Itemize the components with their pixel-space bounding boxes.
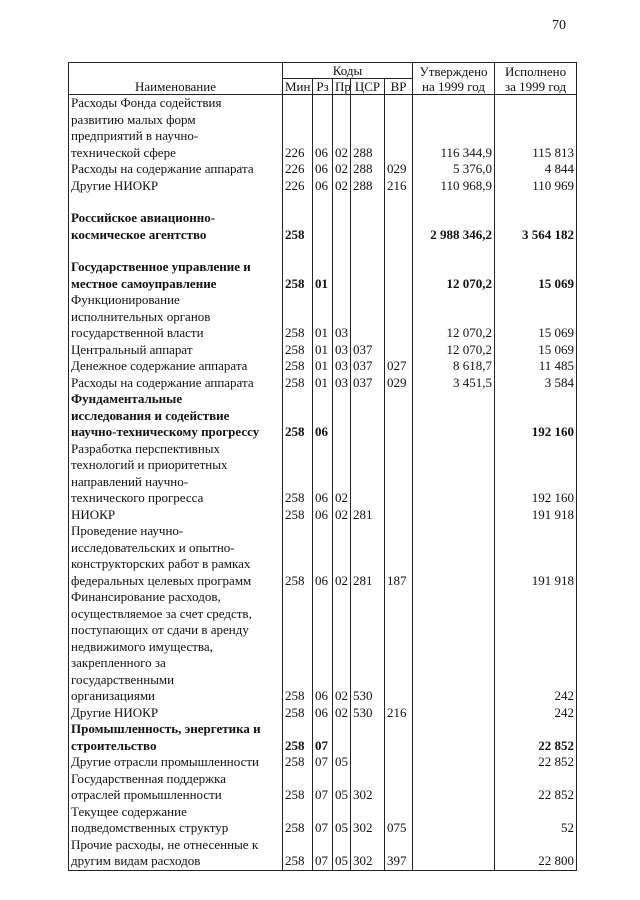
table-body	[69, 95, 577, 871]
executed-value-cell: 242	[495, 705, 577, 722]
code-pr-cell: 02	[333, 161, 351, 178]
code-min-cell: 258	[283, 210, 313, 243]
code-rz-cell: 06	[313, 161, 333, 178]
code-csr-cell: 530	[351, 589, 385, 705]
executed-value-cell: 191 918	[495, 523, 577, 589]
row-name-cell: Расходы на содержание аппарата	[69, 161, 283, 178]
empty-cell	[413, 243, 495, 259]
code-rz-cell: 01	[313, 358, 333, 375]
code-pr-cell	[333, 391, 351, 441]
code-pr-cell: 05	[333, 804, 351, 837]
table-row	[69, 754, 577, 771]
row-name-cell: Центральный аппарат	[69, 342, 283, 359]
approved-value-cell	[413, 804, 495, 837]
table-row	[69, 178, 577, 195]
code-rz-cell: 06	[313, 589, 333, 705]
table-row	[69, 375, 577, 392]
code-min-cell: 258	[283, 705, 313, 722]
approved-value-cell	[413, 589, 495, 705]
approved-value-cell	[413, 705, 495, 722]
code-min-cell: 226	[283, 95, 313, 162]
code-vr-cell: 216	[385, 705, 413, 722]
spacer-row	[69, 243, 577, 259]
code-pr-cell	[333, 210, 351, 243]
code-csr-cell: 288	[351, 178, 385, 195]
code-vr-cell: 075	[385, 804, 413, 837]
code-rz-cell: 07	[313, 754, 333, 771]
code-vr-cell	[385, 721, 413, 754]
code-vr-cell: 029	[385, 161, 413, 178]
code-pr-cell: 05	[333, 771, 351, 804]
empty-cell	[333, 243, 351, 259]
row-name-cell: Финансирование расходов, осуществляемое за счет средств, поступающих от сдачи в аренду недвижимого имущества, закрепленного за государственными организациями	[69, 589, 283, 705]
table-row	[69, 523, 577, 589]
code-vr-cell: 397	[385, 837, 413, 871]
code-vr-cell	[385, 771, 413, 804]
code-rz-cell: 01	[313, 375, 333, 392]
code-csr-cell: 530	[351, 705, 385, 722]
code-pr-cell: 03	[333, 375, 351, 392]
empty-cell	[351, 194, 385, 210]
executed-value-cell: 3 584	[495, 375, 577, 392]
approved-value-cell	[413, 771, 495, 804]
executed-value-cell: 15 069	[495, 292, 577, 342]
row-name-cell: НИОКР	[69, 507, 283, 524]
approved-value-cell	[413, 754, 495, 771]
empty-cell	[495, 243, 577, 259]
code-pr-cell: 02	[333, 523, 351, 589]
empty-cell	[313, 194, 333, 210]
code-csr-cell: 037	[351, 358, 385, 375]
table-row	[69, 441, 577, 507]
row-name-cell: Проведение научно- исследовательских и опытно- конструкторских работ в рамках федеральных целевых программ	[69, 523, 283, 589]
code-csr-cell	[351, 721, 385, 754]
code-vr-cell	[385, 210, 413, 243]
code-csr-cell	[351, 391, 385, 441]
table-row	[69, 161, 577, 178]
code-min-cell: 258	[283, 721, 313, 754]
table-row	[69, 804, 577, 837]
table-row	[69, 589, 577, 705]
empty-cell	[313, 243, 333, 259]
code-min-cell: 258	[283, 837, 313, 871]
table-row	[69, 837, 577, 871]
code-min-cell: 258	[283, 754, 313, 771]
code-rz-cell: 01	[313, 342, 333, 359]
header-name: Наименование	[69, 63, 283, 95]
code-rz-cell: 07	[313, 837, 333, 871]
approved-value-cell: 12 070,2	[413, 292, 495, 342]
approved-value-cell: 116 344,9	[413, 95, 495, 162]
code-vr-cell: 029	[385, 375, 413, 392]
code-min-cell: 258	[283, 804, 313, 837]
approved-value-cell: 5 376,0	[413, 161, 495, 178]
code-vr-cell	[385, 95, 413, 162]
code-min-cell: 258	[283, 507, 313, 524]
table-row	[69, 507, 577, 524]
code-csr-cell	[351, 292, 385, 342]
code-min-cell: 226	[283, 161, 313, 178]
approved-value-cell	[413, 721, 495, 754]
row-name-cell: Денежное содержание аппарата	[69, 358, 283, 375]
code-rz-cell: 06	[313, 441, 333, 507]
spacer-row	[69, 194, 577, 210]
row-name-cell: Другие отрасли промышленности	[69, 754, 283, 771]
code-vr-cell	[385, 259, 413, 292]
executed-value-cell: 11 485	[495, 358, 577, 375]
executed-value-cell: 52	[495, 804, 577, 837]
table-header	[69, 63, 577, 95]
header-rz: Рз	[313, 79, 333, 95]
code-pr-cell: 02	[333, 95, 351, 162]
row-name-cell: Текущее содержание подведомственных структур	[69, 804, 283, 837]
code-min-cell: 258	[283, 441, 313, 507]
page-number: 70	[552, 18, 566, 33]
code-vr-cell	[385, 507, 413, 524]
empty-cell	[495, 194, 577, 210]
code-vr-cell: 216	[385, 178, 413, 195]
code-rz-cell: 01	[313, 292, 333, 342]
approved-value-cell	[413, 391, 495, 441]
code-vr-cell	[385, 754, 413, 771]
code-csr-cell	[351, 259, 385, 292]
row-name-cell: Прочие расходы, не отнесенные к другим видам расходов	[69, 837, 283, 871]
empty-cell	[283, 243, 313, 259]
row-name-cell: Государственная поддержка отраслей промышленности	[69, 771, 283, 804]
approved-value-cell: 12 070,2	[413, 342, 495, 359]
executed-value-cell: 22 800	[495, 837, 577, 871]
table-row	[69, 771, 577, 804]
code-csr-cell	[351, 210, 385, 243]
code-pr-cell: 03	[333, 292, 351, 342]
approved-value-cell	[413, 441, 495, 507]
executed-value-cell: 22 852	[495, 721, 577, 754]
table-row	[69, 342, 577, 359]
empty-cell	[333, 194, 351, 210]
empty-cell	[69, 194, 283, 210]
executed-value-cell: 4 844	[495, 161, 577, 178]
row-name-cell: Расходы на содержание аппарата	[69, 375, 283, 392]
code-min-cell: 258	[283, 259, 313, 292]
code-rz-cell	[313, 210, 333, 243]
header-csr: ЦСР	[351, 79, 385, 95]
code-pr-cell: 02	[333, 178, 351, 195]
empty-cell	[283, 194, 313, 210]
code-vr-cell	[385, 342, 413, 359]
code-rz-cell: 01	[313, 259, 333, 292]
row-name-cell: Другие НИОКР	[69, 178, 283, 195]
header-pr: Пр	[333, 79, 351, 95]
budget-table	[68, 62, 577, 871]
code-vr-cell	[385, 391, 413, 441]
code-pr-cell: 02	[333, 589, 351, 705]
executed-value-cell: 192 160	[495, 391, 577, 441]
code-vr-cell: 027	[385, 358, 413, 375]
row-name-cell: Разработка перспективных технологий и приоритетных направлений научно- технического прогресса	[69, 441, 283, 507]
executed-value-cell: 15 069	[495, 342, 577, 359]
code-min-cell: 258	[283, 771, 313, 804]
row-name-cell: Промышленность, энергетика и строительство	[69, 721, 283, 754]
executed-value-cell: 3 564 182	[495, 210, 577, 243]
row-name-cell: Другие НИОКР	[69, 705, 283, 722]
executed-value-cell: 15 069	[495, 259, 577, 292]
empty-cell	[413, 194, 495, 210]
code-min-cell: 258	[283, 358, 313, 375]
code-min-cell: 226	[283, 178, 313, 195]
row-name-cell: Российское авиационно- космическое агентство	[69, 210, 283, 243]
empty-cell	[385, 243, 413, 259]
approved-value-cell: 3 451,5	[413, 375, 495, 392]
approved-value-cell: 12 070,2	[413, 259, 495, 292]
approved-value-cell: 8 618,7	[413, 358, 495, 375]
code-csr-cell: 288	[351, 95, 385, 162]
header-executed: Исполнено за 1999 год	[495, 63, 577, 95]
code-rz-cell: 06	[313, 705, 333, 722]
code-min-cell: 258	[283, 375, 313, 392]
code-min-cell: 258	[283, 589, 313, 705]
header-vr: ВР	[385, 79, 413, 95]
header-min: Мин	[283, 79, 313, 95]
empty-cell	[385, 194, 413, 210]
code-pr-cell	[333, 259, 351, 292]
code-csr-cell: 302	[351, 837, 385, 871]
approved-value-cell	[413, 837, 495, 871]
code-pr-cell: 02	[333, 441, 351, 507]
row-name-cell: Функционирование исполнительных органов государственной власти	[69, 292, 283, 342]
code-rz-cell: 06	[313, 507, 333, 524]
header-approved: Утверждено на 1999 год	[413, 63, 495, 95]
table-row	[69, 292, 577, 342]
code-min-cell: 258	[283, 391, 313, 441]
approved-value-cell: 110 968,9	[413, 178, 495, 195]
approved-value-cell	[413, 507, 495, 524]
code-min-cell: 258	[283, 342, 313, 359]
code-pr-cell: 02	[333, 705, 351, 722]
executed-value-cell: 22 852	[495, 771, 577, 804]
executed-value-cell: 115 813	[495, 95, 577, 162]
code-rz-cell: 06	[313, 178, 333, 195]
table-row	[69, 391, 577, 441]
code-pr-cell: 02	[333, 507, 351, 524]
code-pr-cell: 03	[333, 358, 351, 375]
code-csr-cell: 302	[351, 771, 385, 804]
table-row	[69, 95, 577, 162]
code-rz-cell: 07	[313, 771, 333, 804]
row-name-cell: Фундаментальные исследования и содействие научно-техническому прогрессу	[69, 391, 283, 441]
header-codes: Коды	[283, 63, 413, 79]
executed-value-cell: 242	[495, 589, 577, 705]
table-row	[69, 259, 577, 292]
code-pr-cell: 05	[333, 754, 351, 771]
code-pr-cell	[333, 721, 351, 754]
table-row	[69, 210, 577, 243]
code-pr-cell: 05	[333, 837, 351, 871]
code-csr-cell: 281	[351, 507, 385, 524]
code-vr-cell: 187	[385, 523, 413, 589]
code-csr-cell: 037	[351, 375, 385, 392]
empty-cell	[351, 243, 385, 259]
code-rz-cell: 07	[313, 804, 333, 837]
code-pr-cell: 03	[333, 342, 351, 359]
code-csr-cell: 302	[351, 804, 385, 837]
table-row	[69, 705, 577, 722]
code-csr-cell: 288	[351, 161, 385, 178]
code-min-cell: 258	[283, 523, 313, 589]
table-row	[69, 358, 577, 375]
code-rz-cell: 06	[313, 391, 333, 441]
executed-value-cell: 22 852	[495, 754, 577, 771]
code-rz-cell: 06	[313, 95, 333, 162]
table-row	[69, 721, 577, 754]
executed-value-cell: 110 969	[495, 178, 577, 195]
code-rz-cell: 07	[313, 721, 333, 754]
code-csr-cell: 037	[351, 342, 385, 359]
code-vr-cell	[385, 441, 413, 507]
code-rz-cell: 06	[313, 523, 333, 589]
code-csr-cell	[351, 441, 385, 507]
row-name-cell: Государственное управление и местное самоуправление	[69, 259, 283, 292]
code-csr-cell	[351, 754, 385, 771]
approved-value-cell: 2 988 346,2	[413, 210, 495, 243]
empty-cell	[69, 243, 283, 259]
approved-value-cell	[413, 523, 495, 589]
code-csr-cell: 281	[351, 523, 385, 589]
executed-value-cell: 191 918	[495, 507, 577, 524]
code-vr-cell	[385, 292, 413, 342]
code-vr-cell	[385, 589, 413, 705]
executed-value-cell: 192 160	[495, 441, 577, 507]
code-min-cell: 258	[283, 292, 313, 342]
row-name-cell: Расходы Фонда содействия развитию малых форм предприятий в научно- технической сфере	[69, 95, 283, 162]
